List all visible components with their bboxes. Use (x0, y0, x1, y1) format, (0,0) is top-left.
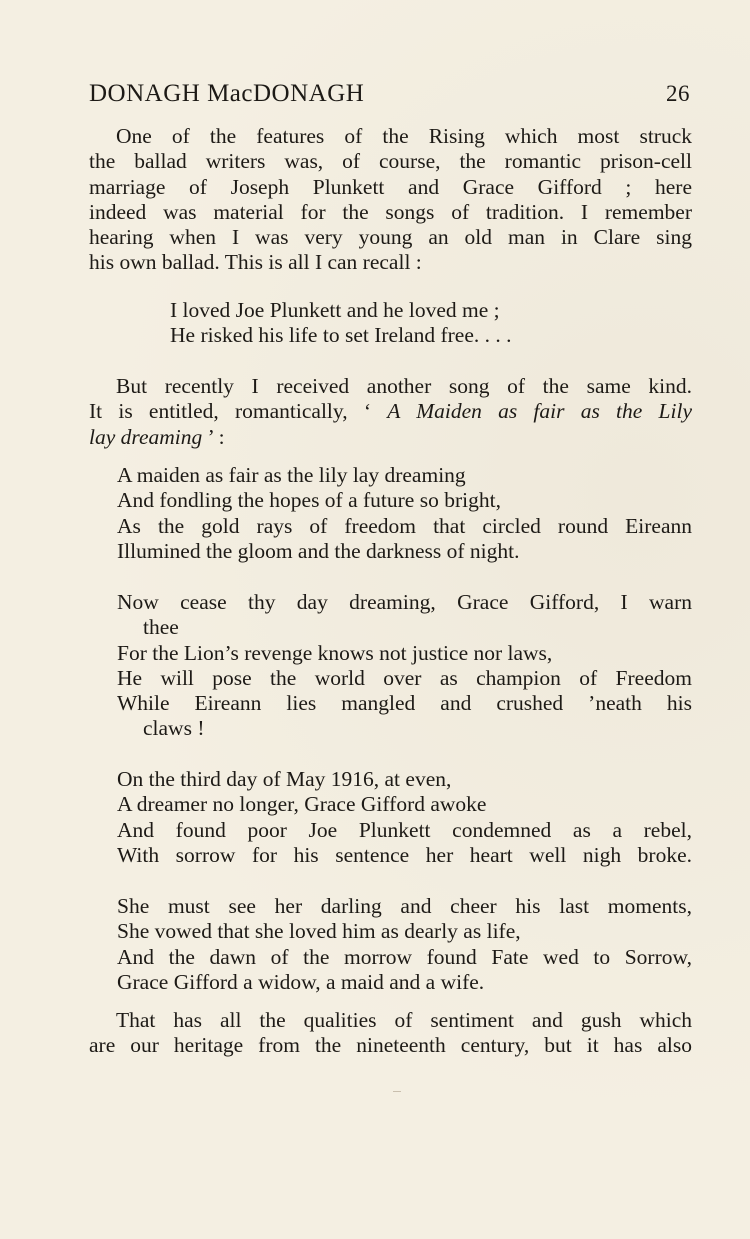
verse-line: And found poor Joe Plunkett condemned as a rebel, (117, 817, 692, 842)
text-line (89, 425, 692, 450)
text-line: hearing when I was very young an old man in Clare sing (89, 225, 692, 250)
text-line: One of the features of the Rising which most struck (116, 124, 692, 148)
verse-line: A maiden as fair as the lily lay dreaming (117, 463, 466, 487)
ballad-stanza-4 (117, 894, 692, 995)
verse-line: And the dawn of the morrow found Fate wed to Sorrow, (117, 944, 692, 969)
verse-line: On the third day of May 1916, at even, (117, 767, 452, 791)
ballad-stanza-2 (117, 590, 692, 742)
paper-speck (393, 1091, 401, 1092)
verse-line: I loved Joe Plunkett and he loved me ; (170, 298, 500, 322)
verse-line: A dreamer no longer, Grace Gifford awoke (117, 792, 487, 817)
text-line: But recently I received another song of the same kind. (116, 374, 692, 398)
text-line: That has all the qualities of sentiment and gush which (116, 1008, 692, 1032)
running-head (89, 80, 690, 112)
verse-line: As the gold rays of freedom that circled round Eireann (117, 513, 692, 538)
paragraph-recent-song (89, 374, 692, 450)
ballad-stanza-1 (117, 463, 692, 564)
verse-line: While Eireann lies mangled and crushed ’neath his (117, 691, 692, 716)
verse-line: She must see her darling and cheer his last moments, (117, 894, 692, 918)
text-line: marriage of Joseph Plunkett and Grace Gifford ; here (89, 174, 692, 199)
verse-line: For the Lion’s revenge knows not justice nor laws, (117, 640, 553, 665)
page-number: 26 (666, 81, 690, 106)
text-line (89, 399, 692, 424)
verse-line: claws ! (143, 716, 205, 741)
text-line: his own ballad. This is all I can recall : (89, 250, 422, 275)
paragraph-rising-ballads (89, 124, 692, 276)
running-title: DONAGH MacDONAGH (89, 80, 365, 107)
verse-line: She vowed that she loved him as dearly as life, (117, 919, 521, 944)
verse-line: Grace Gifford a widow, a maid and a wife. (117, 969, 485, 994)
verse-line: He will pose the world over as champion of Freedom (117, 665, 692, 690)
ballad-stanza-3 (117, 767, 692, 868)
verse-line: Illumined the gloom and the darkness of night. (117, 538, 520, 563)
verse-line: With sorrow for his sentence her heart well nigh broke. (117, 842, 692, 867)
text-line: the ballad writers was, of course, the romantic prison-cell (89, 149, 692, 174)
song-title: A Maiden as fair as the Lily (387, 399, 692, 424)
verse-line: Now cease thy day dreaming, Grace Gifford, I warn (117, 590, 692, 614)
song-title: lay dreaming (89, 424, 203, 449)
recalled-verse (170, 298, 512, 349)
paragraph-sentiment (89, 1008, 692, 1059)
text-line: are our heritage from the nineteenth century, but it has also (89, 1033, 692, 1058)
text-fragment: ’ : (202, 424, 225, 449)
text-fragment: It is entitled, romantically, ‘ (89, 399, 388, 424)
verse-line: And fondling the hopes of a future so bright, (117, 488, 501, 513)
verse-line: He risked his life to set Ireland free. . . . (170, 323, 512, 348)
text-line: indeed was material for the songs of tradition. I remember (89, 199, 692, 224)
verse-line: thee (143, 615, 179, 640)
